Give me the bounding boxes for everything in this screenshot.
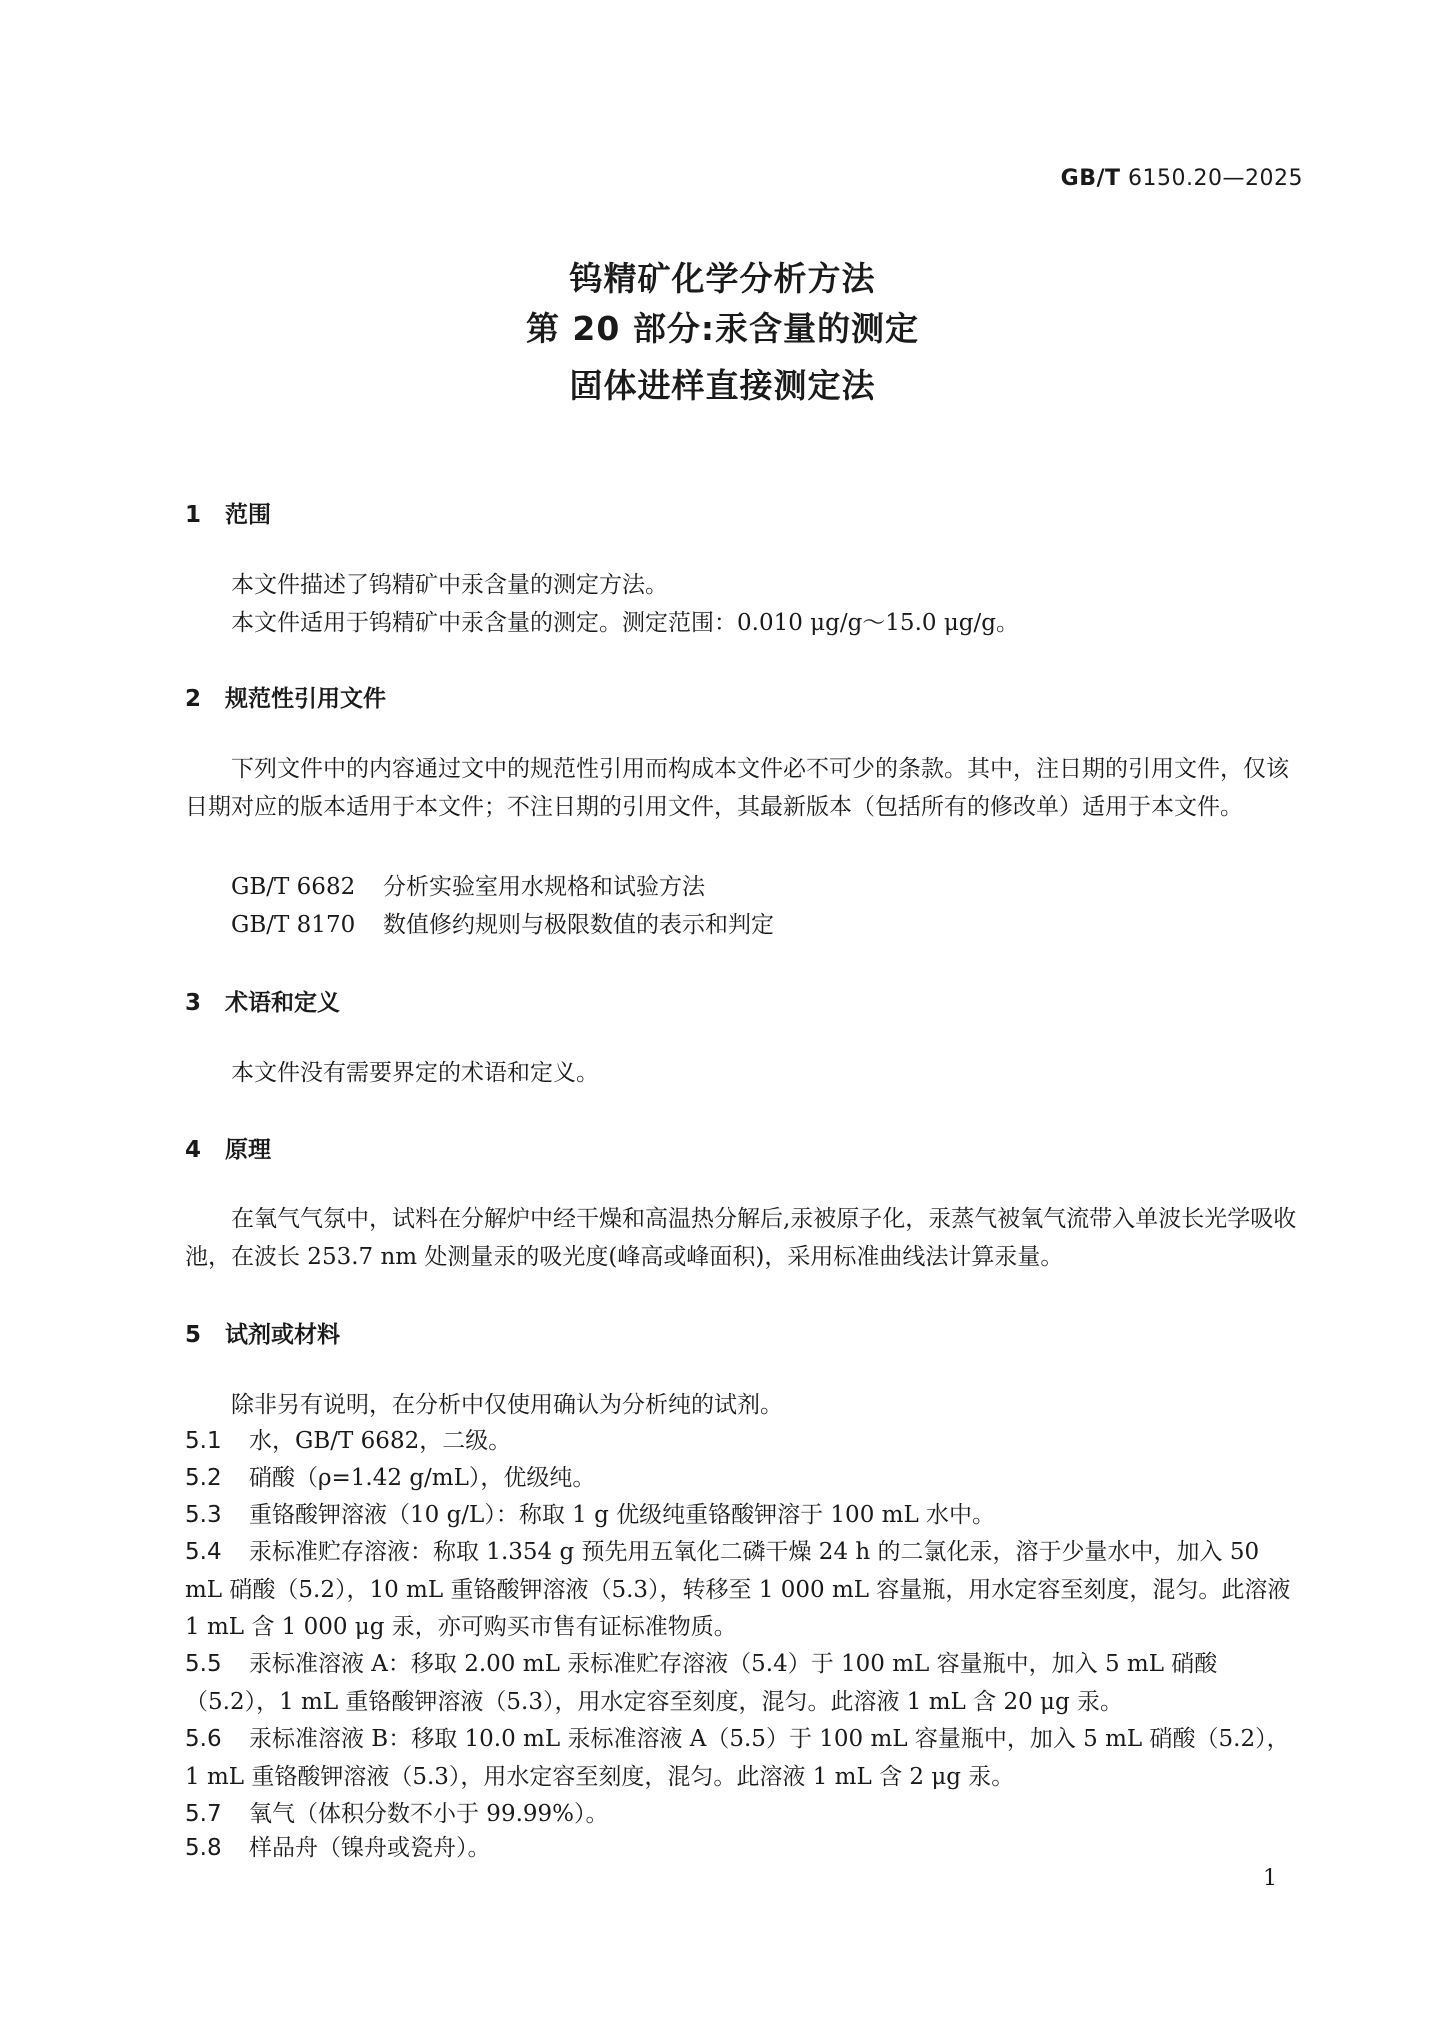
clause-5-6 [185, 1721, 1300, 1796]
reference-code: GB/T 6682 [231, 874, 356, 900]
section-title: 试剂或材料 [225, 1322, 340, 1348]
section-1-paragraph-2: 本文件适用于钨精矿中汞含量的测定。测定范围：0.010 μg/g～15.0 μg/g。 [231, 610, 1019, 636]
section-5-paragraph-1: 除非另有说明，在分析中仅使用确认为分析纯的试剂。 [231, 1392, 783, 1418]
clause-5-4 [185, 1534, 1300, 1647]
normative-reference-2 [231, 906, 774, 939]
section-4-heading [185, 1131, 271, 1164]
document-title-line-1: 钨精矿化学分析方法 [569, 259, 876, 298]
clause-number: 5.8 [185, 1835, 222, 1861]
reference-title: 数值修约规则与极限数值的表示和判定 [383, 912, 774, 938]
section-1-heading [185, 496, 271, 529]
clause-text: 水，GB/T 6682，二级。 [249, 1428, 512, 1454]
section-1-paragraph-1: 本文件描述了钨精矿中汞含量的测定方法。 [231, 572, 668, 598]
clause-text: 样品舟（镍舟或瓷舟）。 [249, 1835, 491, 1861]
clause-number: 5.2 [185, 1465, 222, 1491]
standard-code-header [1061, 166, 1303, 191]
page-number: 1 [1263, 1866, 1277, 1891]
clause-text: 汞标准溶液 A：移取 2.00 mL 汞标准贮存溶液（5.4）于 100 mL 容量瓶中，加入 5 mL 硝酸（5.2），1 mL 重铬酸钾溶液（5.3），用水定容至刻度，混匀。此溶液 1 mL 含 20 μg 汞。 [185, 1651, 1218, 1715]
clause-number: 5.3 [185, 1502, 222, 1528]
clause-5-3 [185, 1497, 1300, 1535]
section-number: 1 [185, 502, 202, 528]
section-3-heading [185, 984, 340, 1017]
section-4-paragraph-1: 在氧气气氛中，试料在分解炉中经干燥和高温热分解后,汞被原子化，汞蒸气被氧气流带入单波长光学吸收池，在波长 253.7 nm 处测量汞的吸光度(峰高或峰面积)，采用标准曲线法计算汞量。 [185, 1206, 1297, 1270]
section-title: 原理 [225, 1137, 271, 1163]
section-2-paragraph-1: 下列文件中的内容通过文中的规范性引用而构成本文件必不可少的条款。其中，注日期的引用文件，仅该日期对应的版本适用于本文件；不注日期的引用文件，其最新版本（包括所有的修改单）适用于本文件。 [185, 756, 1289, 820]
standard-prefix: GB/T [1060, 166, 1121, 191]
section-5-heading [185, 1316, 340, 1349]
reference-title: 分析实验室用水规格和试验方法 [383, 874, 705, 900]
clause-number: 5.7 [185, 1801, 222, 1827]
section-title: 范围 [225, 502, 271, 528]
clause-text: 汞标准贮存溶液：称取 1.354 g 预先用五氧化二磷干燥 24 h 的二氯化汞，溶于少量水中，加入 50 mL 硝酸（5.2），10 mL 重铬酸钾溶液（5.3），转移至 1 000 mL 容量瓶，用水定容至刻度，混匀。此溶液 1 mL 含 1 000 μg 汞，亦可购买市售有证标准物质。 [185, 1539, 1291, 1640]
clause-text: 汞标准溶液 B：移取 10.0 mL 汞标准溶液 A（5.5）于 100 mL 容量瓶中，加入 5 mL 硝酸（5.2），1 mL 重铬酸钾溶液（5.3），用水定容至刻度，混匀。此溶液 1 mL 含 2 μg 汞。 [185, 1726, 1290, 1790]
clause-number: 5.6 [185, 1726, 222, 1752]
section-number: 3 [185, 990, 202, 1016]
section-number: 2 [185, 686, 202, 712]
clause-number: 5.4 [185, 1539, 222, 1565]
reference-code: GB/T 8170 [231, 912, 356, 938]
normative-reference-1 [231, 868, 705, 901]
clause-text: 重铬酸钾溶液（10 g/L）：称取 1 g 优级纯重铬酸钾溶于 100 mL 水中。 [249, 1502, 996, 1528]
standard-number: 6150.20—2025 [1128, 166, 1303, 191]
section-title: 规范性引用文件 [225, 686, 386, 712]
document-title-line-2: 第 20 部分:汞含量的测定 [525, 309, 920, 348]
section-number: 5 [185, 1322, 202, 1348]
clause-5-5 [185, 1646, 1300, 1721]
clause-number: 5.1 [185, 1428, 222, 1454]
document-title-line-3: 固体进样直接测定法 [569, 366, 876, 405]
clause-5-7 [185, 1796, 1300, 1834]
clause-5-8 [185, 1830, 1300, 1868]
section-number: 4 [185, 1137, 202, 1163]
clause-5-1 [185, 1423, 1300, 1461]
clause-text: 硝酸（ρ=1.42 g/mL），优级纯。 [249, 1465, 596, 1491]
section-title: 术语和定义 [225, 990, 340, 1016]
clause-number: 5.5 [185, 1651, 222, 1677]
section-2-heading [185, 680, 386, 713]
clause-5-2 [185, 1460, 1300, 1498]
section-3-paragraph-1: 本文件没有需要界定的术语和定义。 [231, 1060, 599, 1086]
clause-text: 氧气（体积分数不小于 99.99%）。 [249, 1801, 609, 1827]
